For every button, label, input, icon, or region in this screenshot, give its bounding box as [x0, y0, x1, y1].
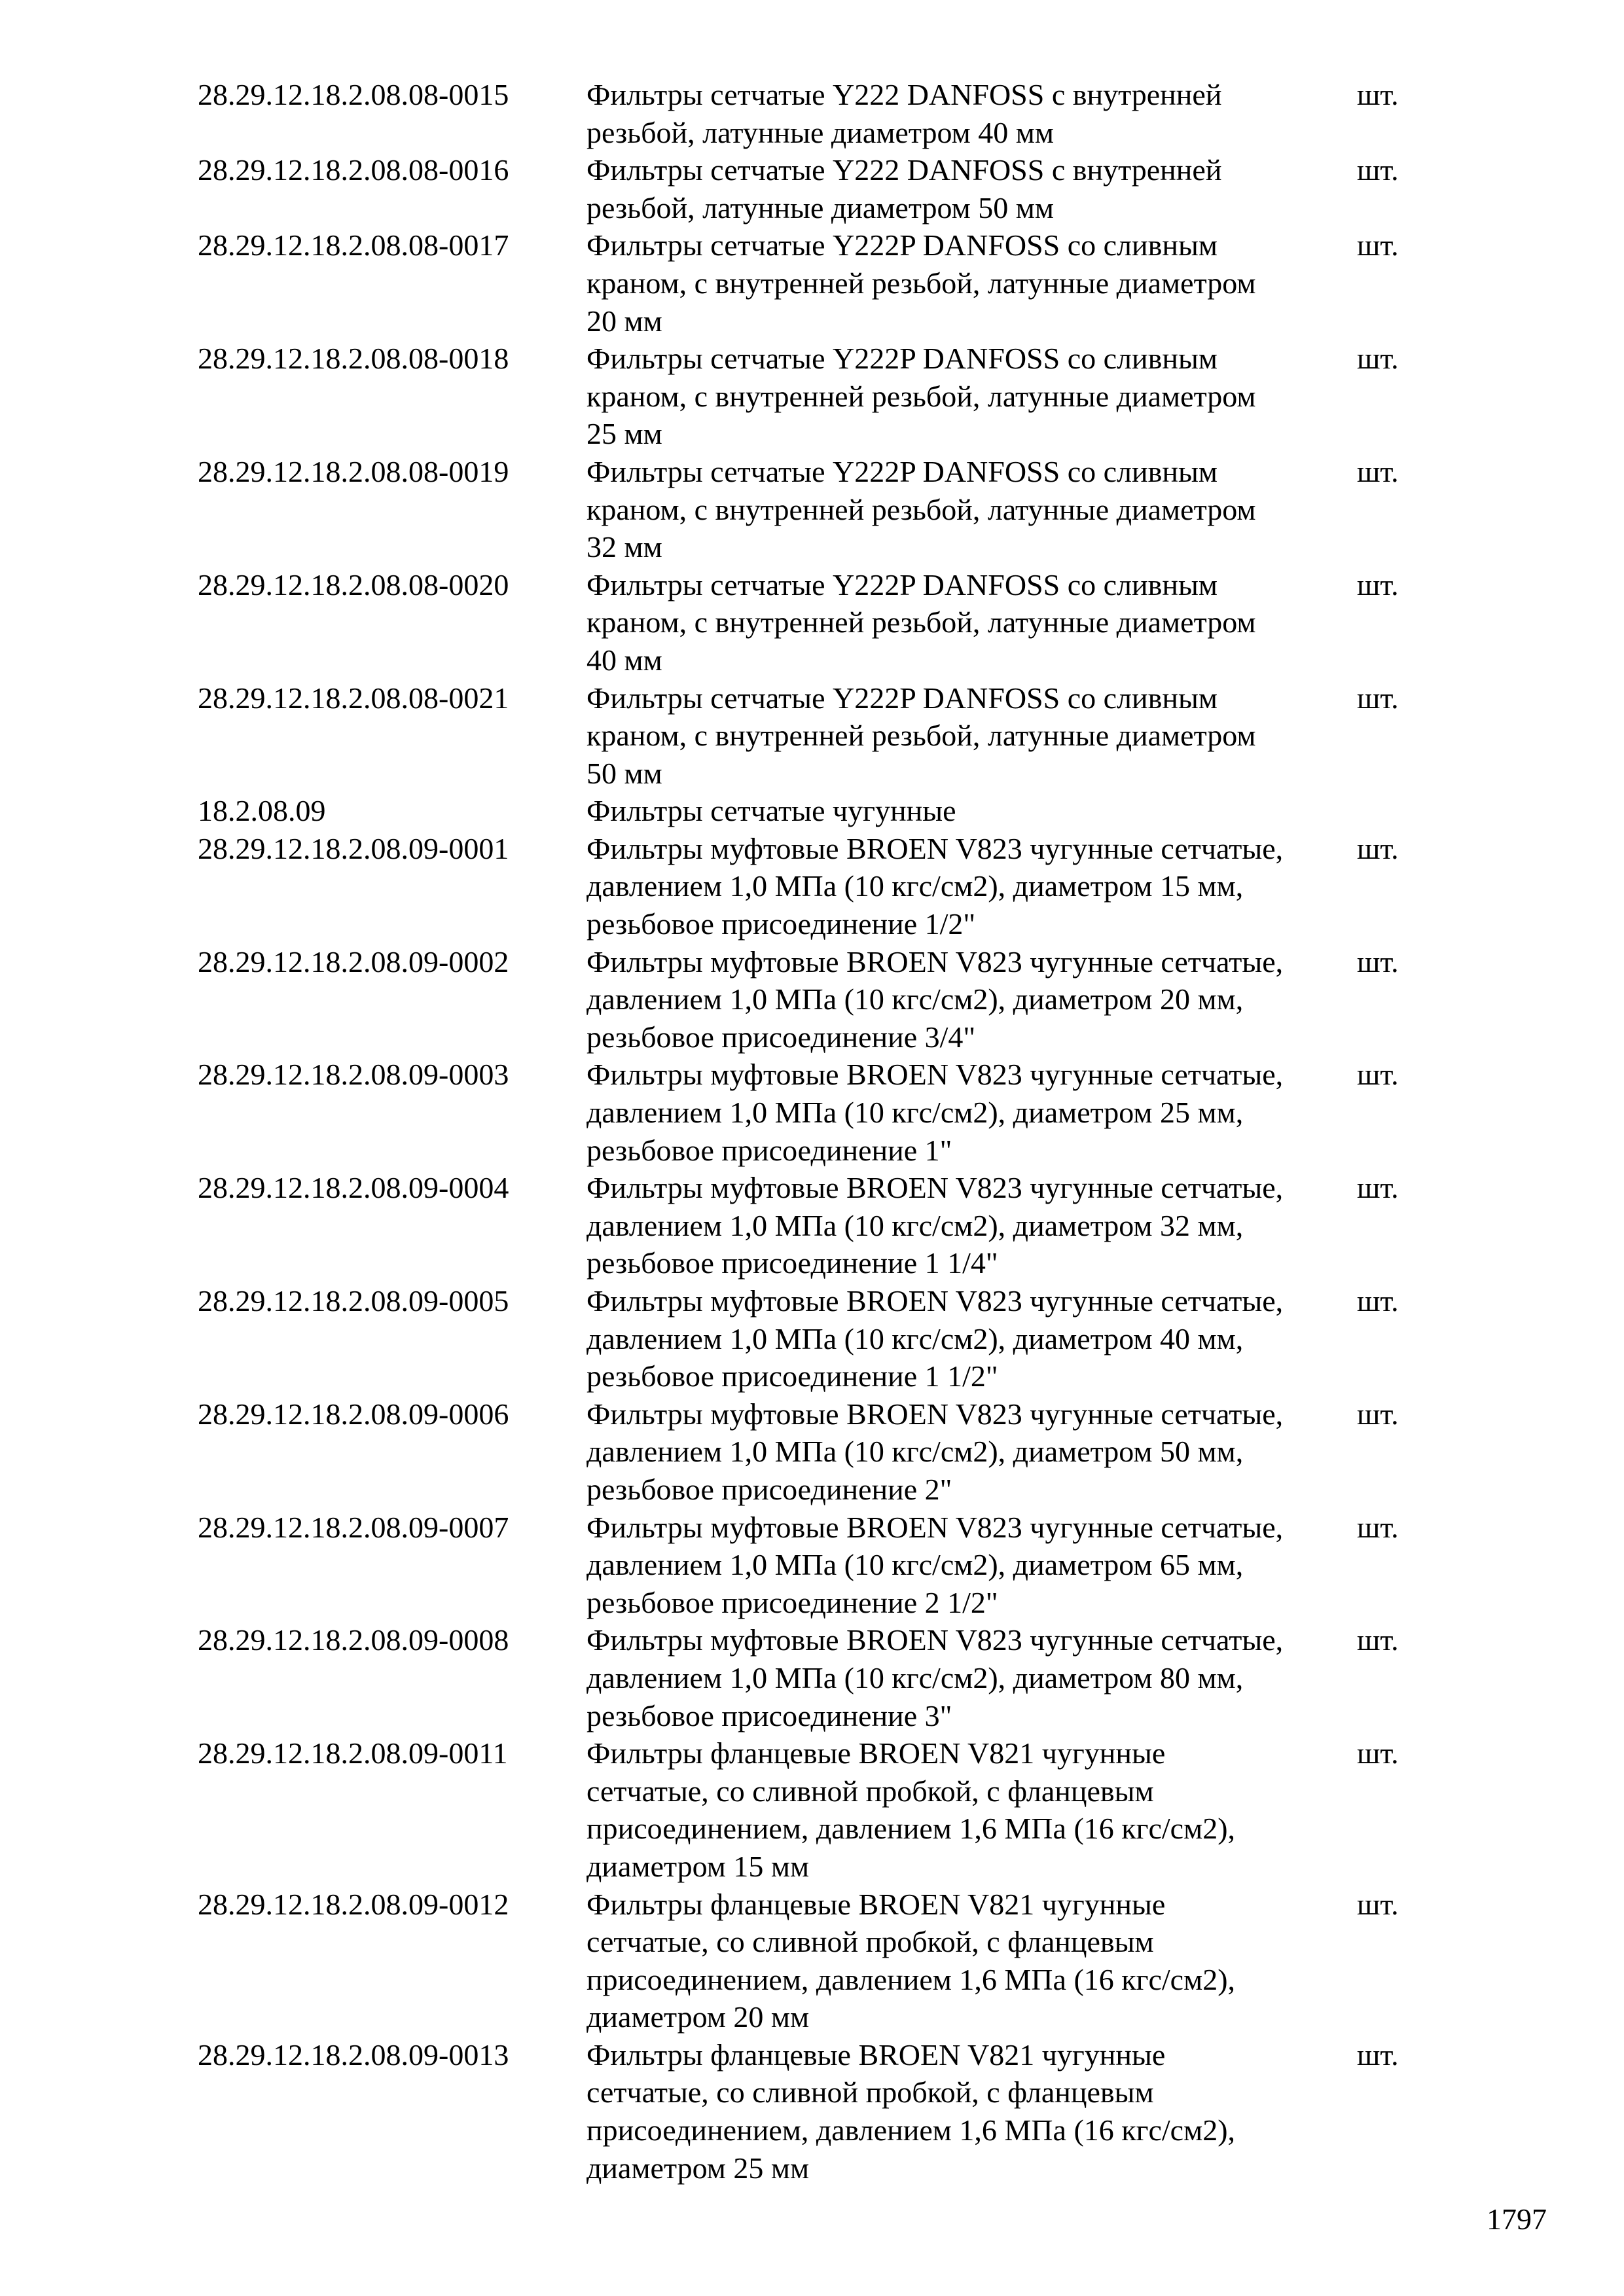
resource-name-line: присоединением, давлением 1,6 МПа (16 кгс/см2),	[586, 2113, 1236, 2147]
unit-of-measure: шт.	[1357, 1397, 1399, 1431]
resource-name-line: Фильтры сетчатые Y222P DANFOSS со сливным	[586, 567, 1218, 601]
table-row	[198, 1282, 1441, 1395]
resource-name-line: присоединением, давлением 1,6 МПа (16 кгс/см2),	[586, 1962, 1236, 1996]
table-row	[198, 151, 1441, 226]
resource-code: 28.29.12.18.2.08.08-0016	[198, 153, 509, 187]
resource-name	[586, 1395, 1357, 1509]
resource-code: 28.29.12.18.2.08.09-0001	[198, 831, 509, 865]
unit-of-measure: шт.	[1357, 1623, 1399, 1657]
resource-name-line: краном, с внутренней резьбой, латунные диаметром	[586, 379, 1256, 413]
resource-code: 28.29.12.18.2.08.09-0007	[198, 1510, 509, 1544]
resource-name	[586, 2036, 1357, 2187]
table-row	[198, 76, 1441, 151]
resource-name-line: Фильтры муфтовые BROEN V823 чугунные сетчатые,	[586, 1623, 1284, 1657]
resource-name-line: 40 мм	[586, 643, 662, 677]
resource-name-line: сетчатые, со сливной пробкой, с фланцевым	[586, 1925, 1154, 1959]
resource-code: 28.29.12.18.2.08.09-0004	[198, 1171, 509, 1205]
resource-name	[586, 679, 1357, 793]
resource-code: 28.29.12.18.2.08.08-0021	[198, 681, 509, 715]
resource-name-line: Фильтры сетчатые Y222 DANFOSS с внутренней	[586, 153, 1222, 187]
unit-of-measure: шт.	[1357, 681, 1399, 715]
unit-of-measure: шт.	[1357, 1284, 1399, 1318]
resource-name	[586, 340, 1357, 453]
resource-code: 28.29.12.18.2.08.08-0015	[198, 78, 509, 111]
resource-name	[586, 76, 1357, 151]
unit-of-measure: шт.	[1357, 228, 1399, 262]
resource-name-line: краном, с внутренней резьбой, латунные диаметром	[586, 605, 1256, 639]
resource-name-line: краном, с внутренней резьбой, латунные диаметром	[586, 719, 1256, 753]
resource-name-line: краном, с внутренней резьбой, латунные диаметром	[586, 492, 1256, 526]
resource-name-line: Фильтры сетчатые Y222P DANFOSS со сливным	[586, 228, 1218, 262]
resource-name-line: Фильтры сетчатые Y222P DANFOSS со сливным	[586, 342, 1218, 376]
resource-name-line: Фильтры муфтовые BROEN V823 чугунные сетчатые,	[586, 1510, 1284, 1544]
resource-name-line: 20 мм	[586, 304, 662, 338]
table-row	[198, 943, 1441, 1056]
resource-table	[198, 76, 1441, 2187]
resource-name	[586, 792, 1357, 830]
page-number: 1797	[1487, 2202, 1547, 2236]
unit-of-measure: шт.	[1357, 567, 1399, 601]
unit-of-measure: шт.	[1357, 342, 1399, 376]
resource-code: 28.29.12.18.2.08.08-0020	[198, 567, 509, 601]
resource-name-line: Фильтры фланцевые BROEN V821 чугунные	[586, 1887, 1166, 1921]
resource-name	[586, 1734, 1357, 1885]
table-row	[198, 1509, 1441, 1622]
resource-name	[586, 453, 1357, 566]
section-heading-row	[198, 792, 1441, 830]
resource-name-line: 50 мм	[586, 756, 662, 790]
unit-of-measure: шт.	[1357, 2037, 1399, 2072]
unit-of-measure: шт.	[1357, 78, 1399, 111]
unit-of-measure: шт.	[1357, 831, 1399, 865]
resource-name	[586, 1169, 1357, 1282]
resource-name-line: диаметром 20 мм	[586, 2000, 810, 2034]
resource-name-line: давлением 1,0 МПа (10 кгс/см2), диаметром 80 мм,	[586, 1660, 1244, 1695]
resource-name-line: резьбой, латунные диаметром 40 мм	[586, 115, 1054, 149]
resource-name-line: давлением 1,0 МПа (10 кгс/см2), диаметром 32 мм,	[586, 1208, 1244, 1242]
resource-name	[586, 943, 1357, 1056]
table-row	[198, 679, 1441, 793]
resource-name-line: давлением 1,0 МПа (10 кгс/см2), диаметром 25 мм,	[586, 1096, 1244, 1130]
resource-code: 28.29.12.18.2.08.09-0008	[198, 1623, 509, 1657]
resource-name-line: Фильтры муфтовые BROEN V823 чугунные сетчатые,	[586, 831, 1284, 865]
resource-name	[586, 226, 1357, 340]
resource-code: 18.2.08.09	[198, 794, 326, 828]
resource-name-line: сетчатые, со сливной пробкой, с фланцевым	[586, 2075, 1154, 2109]
table-row	[198, 1169, 1441, 1282]
resource-name-line: краном, с внутренней резьбой, латунные диаметром	[586, 266, 1256, 300]
unit-of-measure: шт.	[1357, 153, 1399, 187]
resource-code: 28.29.12.18.2.08.08-0018	[198, 342, 509, 376]
resource-name-line: 25 мм	[586, 417, 662, 451]
table-row	[198, 1621, 1441, 1734]
resource-name-line: резьбой, латунные диаметром 50 мм	[586, 190, 1054, 224]
resource-code: 28.29.12.18.2.08.09-0013	[198, 2037, 509, 2072]
resource-name-line: резьбовое присоединение 1 1/2"	[586, 1359, 998, 1393]
unit-of-measure: шт.	[1357, 1058, 1399, 1092]
resource-code: 28.29.12.18.2.08.09-0012	[198, 1887, 509, 1921]
resource-code: 28.29.12.18.2.08.08-0019	[198, 454, 509, 488]
table-row	[198, 2036, 1441, 2187]
table-row	[198, 830, 1441, 943]
resource-name	[586, 566, 1357, 679]
resource-name	[586, 830, 1357, 943]
resource-name-line: давлением 1,0 МПа (10 кгс/см2), диаметром 20 мм,	[586, 982, 1244, 1016]
table-row	[198, 1395, 1441, 1509]
resource-name	[586, 151, 1357, 226]
table-row	[198, 453, 1441, 566]
resource-name-line: Фильтры сетчатые Y222 DANFOSS с внутренней	[586, 78, 1222, 111]
resource-code: 28.29.12.18.2.08.09-0011	[198, 1736, 508, 1770]
resource-name-line: Фильтры сетчатые Y222P DANFOSS со сливным	[586, 681, 1218, 715]
resource-code: 28.29.12.18.2.08.09-0003	[198, 1058, 509, 1092]
resource-name-line: Фильтры фланцевые BROEN V821 чугунные	[586, 1736, 1166, 1770]
resource-name-line: Фильтры муфтовые BROEN V823 чугунные сетчатые,	[586, 1397, 1284, 1431]
table-row	[198, 566, 1441, 679]
resource-name	[586, 1282, 1357, 1395]
resource-name-line: резьбовое присоединение 1/2"	[586, 907, 976, 941]
table-row	[198, 340, 1441, 453]
table-row	[198, 226, 1441, 340]
resource-name-line: резьбовое присоединение 1"	[586, 1133, 952, 1167]
resource-name-line: Фильтры сетчатые Y222P DANFOSS со сливным	[586, 454, 1218, 488]
unit-of-measure: шт.	[1357, 1736, 1399, 1770]
resource-name-line: давлением 1,0 МПа (10 кгс/см2), диаметром 65 мм,	[586, 1548, 1244, 1582]
resource-name-line: резьбовое присоединение 2 1/2"	[586, 1585, 998, 1619]
resource-name-line: Фильтры муфтовые BROEN V823 чугунные сетчатые,	[586, 1171, 1284, 1205]
resource-name-line: диаметром 25 мм	[586, 2151, 810, 2185]
resource-name-line: резьбовое присоединение 1 1/4"	[586, 1246, 998, 1280]
resource-name-line: диаметром 15 мм	[586, 1849, 810, 1883]
resource-name-line: Фильтры фланцевые BROEN V821 чугунные	[586, 2037, 1166, 2072]
resource-name-line: давлением 1,0 МПа (10 кгс/см2), диаметром 15 мм,	[586, 869, 1244, 903]
resource-name-line: сетчатые, со сливной пробкой, с фланцевым	[586, 1774, 1154, 1808]
resource-name	[586, 1621, 1357, 1734]
resource-code: 28.29.12.18.2.08.09-0006	[198, 1397, 509, 1431]
resource-name	[586, 1056, 1357, 1169]
resource-name-line: присоединением, давлением 1,6 МПа (16 кгс/см2),	[586, 1812, 1236, 1846]
resource-name-line: Фильтры сетчатые чугунные	[586, 794, 956, 828]
resource-code: 28.29.12.18.2.08.08-0017	[198, 228, 509, 262]
resource-name-line: Фильтры муфтовые BROEN V823 чугунные сетчатые,	[586, 1058, 1284, 1092]
table-row	[198, 1056, 1441, 1169]
resource-code: 28.29.12.18.2.08.09-0002	[198, 944, 509, 978]
resource-name-line: резьбовое присоединение 3/4"	[586, 1020, 976, 1054]
resource-name-line: резьбовое присоединение 3"	[586, 1698, 952, 1732]
resource-code: 28.29.12.18.2.08.09-0005	[198, 1284, 509, 1318]
table-row	[198, 1734, 1441, 1885]
resource-name-line: Фильтры муфтовые BROEN V823 чугунные сетчатые,	[586, 1284, 1284, 1318]
resource-name	[586, 1509, 1357, 1622]
resource-name-line: давлением 1,0 МПа (10 кгс/см2), диаметром 40 мм,	[586, 1321, 1244, 1355]
resource-name-line: 32 мм	[586, 530, 662, 564]
resource-name	[586, 1886, 1357, 2036]
unit-of-measure: шт.	[1357, 1171, 1399, 1205]
table-row	[198, 1886, 1441, 2036]
resource-name-line: резьбовое присоединение 2"	[586, 1472, 952, 1506]
unit-of-measure: шт.	[1357, 1510, 1399, 1544]
resource-name-line: Фильтры муфтовые BROEN V823 чугунные сетчатые,	[586, 944, 1284, 978]
resource-name-line: давлением 1,0 МПа (10 кгс/см2), диаметром 50 мм,	[586, 1435, 1244, 1469]
unit-of-measure: шт.	[1357, 1887, 1399, 1921]
unit-of-measure: шт.	[1357, 454, 1399, 488]
unit-of-measure: шт.	[1357, 944, 1399, 978]
